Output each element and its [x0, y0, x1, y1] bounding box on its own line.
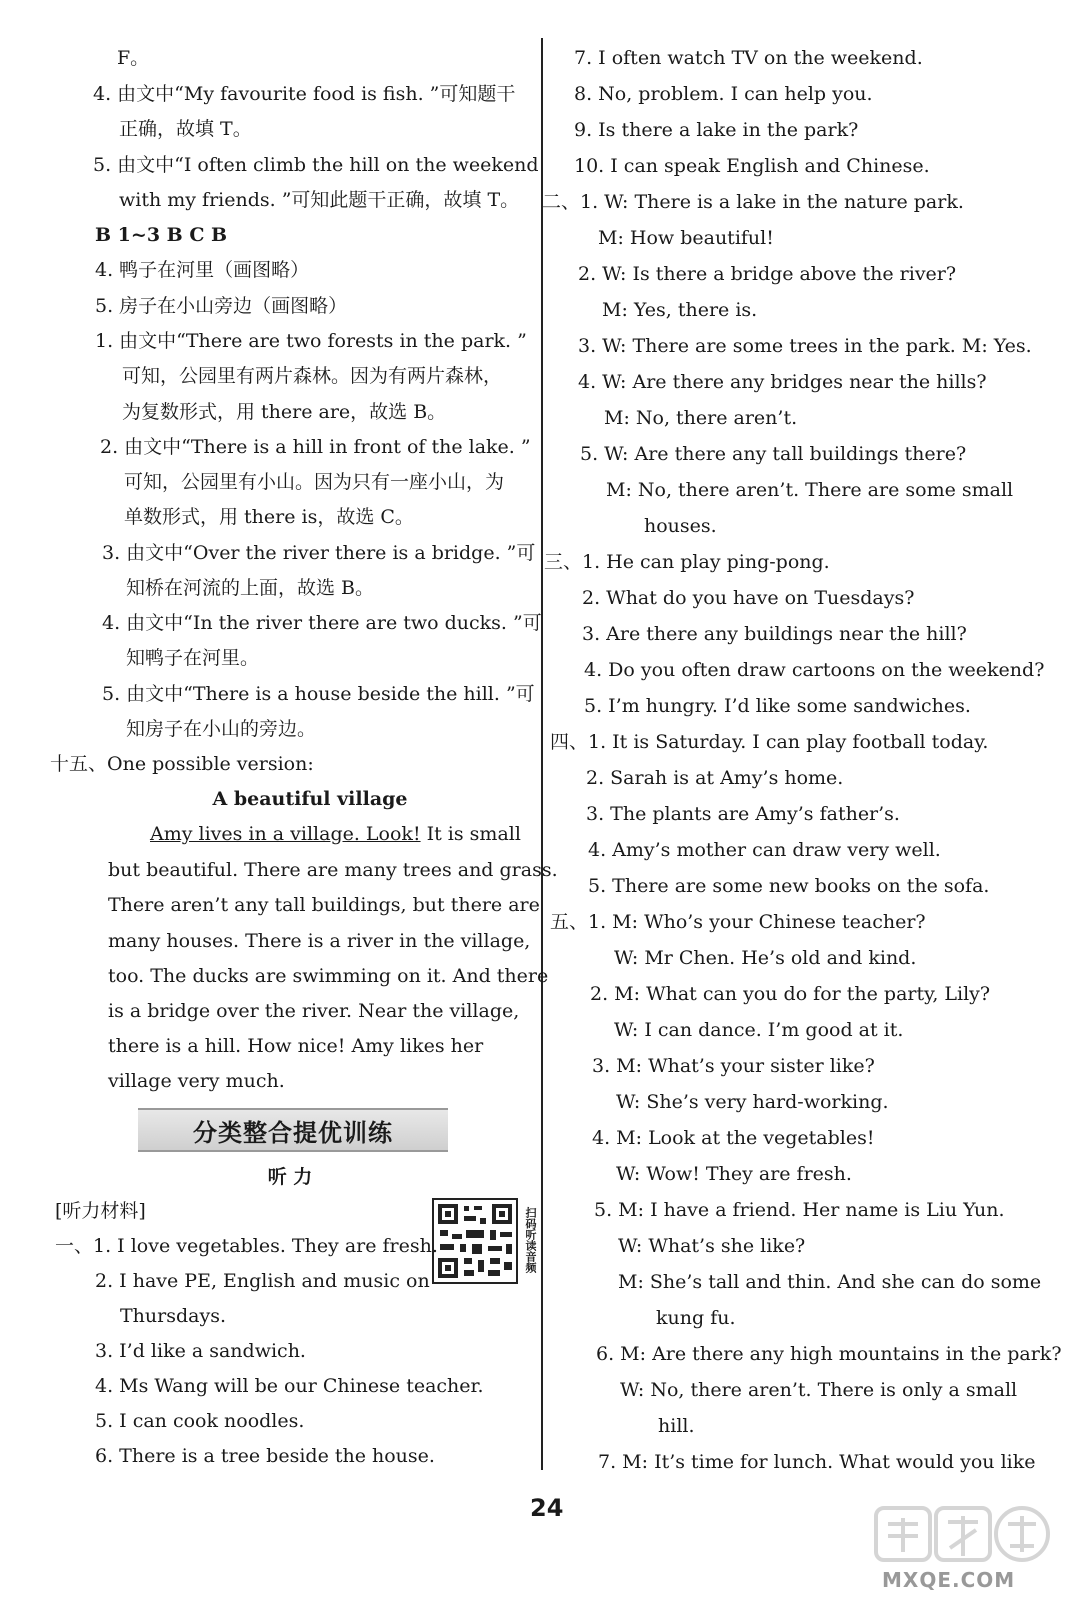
text-line: 5. 由文中“I often climb the hill on the weekend: [93, 154, 539, 176]
listening-line: 一、1. I love vegetables. They are fresh.: [55, 1235, 438, 1257]
banner-title: 分类整合提优训练: [193, 1118, 393, 1147]
text-line: 三、1. He can play ping-pong.: [544, 551, 830, 573]
text-line: 5. 由文中“There is a house beside the hill. ”可: [102, 683, 535, 705]
text-line: W: Mr Chen. He’s old and kind.: [614, 947, 917, 969]
text-line: 知房子在小山的旁边。: [126, 718, 317, 740]
text-line: 可知，公园里有两片森林。因为有两片森林，: [122, 365, 503, 387]
text-line: 4. Amy’s mother can draw very well.: [588, 839, 941, 861]
text-line: 1. 由文中“There are two forests in the park. ”: [95, 330, 527, 352]
text-line: 知桥在河流的上面，故选 B。: [126, 577, 375, 599]
text-line: 3. M: What’s your sister like?: [592, 1055, 875, 1077]
text-line: 8. No, problem. I can help you.: [574, 83, 873, 105]
text-line: 可知，公园里有小山。因为只有一座小山，为: [124, 471, 505, 493]
listening-line: 4. Ms Wang will be our Chinese teacher.: [95, 1375, 484, 1397]
text-line: M: No, there aren’t.: [604, 407, 798, 429]
text-line: 正确，故填 T。: [119, 118, 252, 140]
text-line: M: She’s tall and thin. And she can do some: [618, 1271, 1042, 1293]
text-line: 3. 由文中“Over the river there is a bridge. ”可: [102, 542, 536, 564]
essay-title: A beautiful village: [212, 788, 408, 810]
section-15-heading: 十五、One possible version:: [50, 753, 314, 775]
text-line: hill.: [658, 1415, 695, 1437]
text-line: W: Wow! They are fresh.: [616, 1163, 852, 1185]
text-line: 知鸭子在河里。: [126, 647, 260, 669]
text-line: 5. W: Are there any tall buildings there?: [580, 443, 967, 465]
text-line: 3. W: There are some trees in the park. M: Yes.: [578, 335, 1032, 357]
listening-line: 2. I have PE, English and music on: [95, 1270, 430, 1292]
text-line: 2. W: Is there a bridge above the river?: [578, 263, 957, 285]
essay-line: too. The ducks are swimming on it. And there: [108, 965, 549, 987]
text-line: 5. I’m hungry. I’d like some sandwiches.: [584, 695, 971, 717]
text-line: 6. M: Are there any high mountains in the park?: [596, 1343, 1062, 1365]
listening-line: 5. I can cook noodles.: [95, 1410, 305, 1432]
text-line: 2. What do you have on Tuesdays?: [582, 587, 915, 609]
essay-line: [150, 822, 521, 846]
text-line: 2. M: What can you do for the party, Lily?: [590, 983, 991, 1005]
text-line: M: Yes, there is.: [602, 299, 758, 321]
qr-caption: 扫码听读音频: [524, 1207, 537, 1273]
text-line: 5. There are some new books on the sofa.: [588, 875, 990, 897]
qr-code-icon: [434, 1200, 516, 1282]
essay-underlined-text: Amy lives in a village. Look!: [150, 823, 421, 845]
text-line: M: No, there aren’t. There are some small: [606, 479, 1014, 501]
text-line: 3. Are there any buildings near the hill?: [582, 623, 967, 645]
essay-line: there is a hill. How nice! Amy likes her: [108, 1035, 484, 1057]
text-line: W: What’s she like?: [618, 1235, 806, 1257]
section-b-answers: B 1~3 B C B: [95, 224, 228, 246]
page-number: 24: [530, 1494, 564, 1522]
materials-label: [听力材料]: [55, 1200, 146, 1222]
text-line: 4. 由文中“In the river there are two ducks. ”可: [102, 612, 542, 634]
section-banner: [138, 1108, 448, 1152]
text-line: 2. Sarah is at Amy’s home.: [586, 767, 844, 789]
text-line: 四、1. It is Saturday. I can play football today.: [550, 731, 989, 753]
text-line: 10. I can speak English and Chinese.: [574, 155, 930, 177]
listening-title: 听 力: [267, 1166, 313, 1188]
text-line: 4. 鸭子在河里（画图略）: [95, 259, 310, 281]
text-line: with my friends. ”可知此题干正确，故填 T。: [119, 189, 520, 211]
essay-line: is a bridge over the river. Near the village,: [108, 1000, 520, 1022]
text-line: 5. 房子在小山旁边（画图略）: [95, 295, 348, 317]
text-line: 单数形式，用 there is，故选 C。: [124, 506, 414, 528]
listening-line: Thursdays.: [120, 1305, 226, 1327]
text-line: kung fu.: [656, 1307, 736, 1329]
text-line: 7. M: It’s time for lunch. What would you like: [598, 1451, 1036, 1473]
text-line: W: She’s very hard-working.: [616, 1091, 889, 1113]
text-line: M: How beautiful!: [598, 227, 774, 249]
essay-line: village very much.: [108, 1070, 285, 1092]
text-line: F。: [117, 47, 150, 69]
text-line: 9. Is there a lake in the park?: [574, 119, 859, 141]
text-line: W: No, there aren’t. There is only a small: [620, 1379, 1018, 1401]
listening-line: 3. I’d like a sandwich.: [95, 1340, 306, 1362]
text-line: 3. The plants are Amy’s father’s.: [586, 803, 900, 825]
qr-code[interactable]: [432, 1198, 518, 1284]
text-line: 4. W: Are there any bridges near the hills?: [578, 371, 987, 393]
text-line: 为复数形式，用 there are，故选 B。: [122, 401, 447, 423]
text-line: 五、1. M: Who’s your Chinese teacher?: [550, 911, 926, 933]
listening-line: 6. There is a tree beside the house.: [95, 1445, 435, 1467]
watermark-text: MXQE.COM: [882, 1568, 1016, 1592]
text-line: 4. M: Look at the vegetables!: [592, 1127, 875, 1149]
text-line: 4. 由文中“My favourite food is fish. ”可知题干: [93, 83, 516, 105]
text-line: 5. M: I have a friend. Her name is Liu Yun.: [594, 1199, 1005, 1221]
essay-line: many houses. There is a river in the village,: [108, 930, 531, 952]
text-line: 4. Do you often draw cartoons on the weekend?: [584, 659, 1045, 681]
column-divider: [541, 38, 543, 1470]
essay-line: but beautiful. There are many trees and grass.: [108, 859, 558, 881]
text-line: W: I can dance. I’m good at it.: [614, 1019, 904, 1041]
essay-line: There aren’t any tall buildings, but there are: [108, 894, 540, 916]
text-line: 7. I often watch TV on the weekend.: [574, 47, 923, 69]
text-line: houses.: [644, 515, 717, 537]
text-line: 2. 由文中“There is a hill in front of the lake. ”: [100, 436, 531, 458]
text-line: 二、1. W: There is a lake in the nature park.: [542, 191, 964, 213]
essay-first-rest: It is small: [426, 823, 521, 845]
